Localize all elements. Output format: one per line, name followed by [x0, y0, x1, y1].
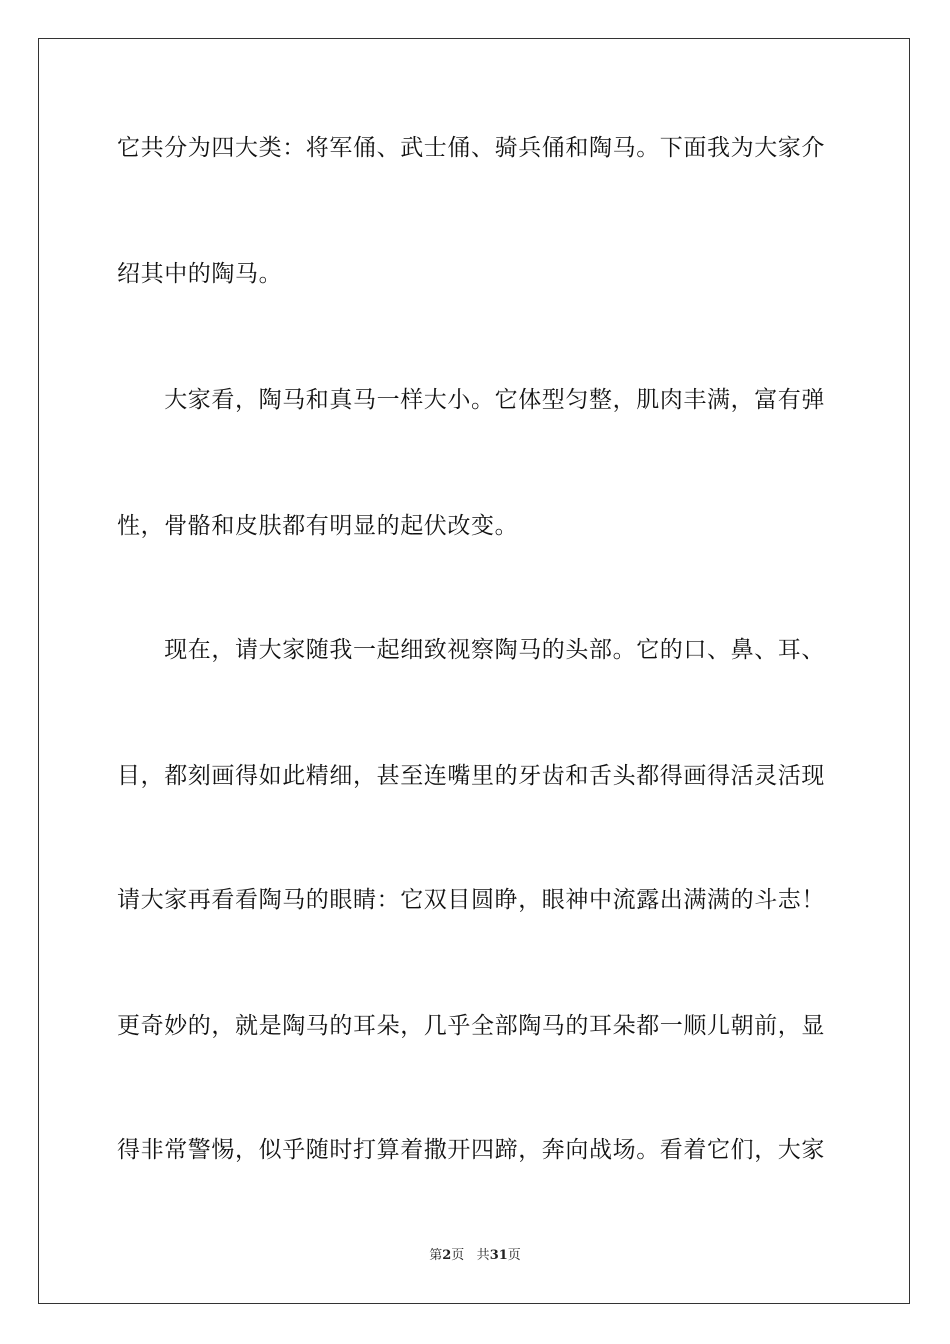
page-prefix: 第 [429, 1248, 443, 1263]
text-line-9: 得非常警惕，似乎随时打算着撒开四蹄，奔向战场。看着它们，大家 [117, 1137, 825, 1163]
page-suffix: 页 [451, 1248, 465, 1263]
total-pages: 31 [489, 1248, 508, 1263]
page-footer [0, 1247, 950, 1265]
text-line-6: 目，都刻画得如此精细，甚至连嘴里的牙齿和舌头都得画得活灵活现 [117, 763, 825, 789]
page-border [38, 38, 910, 1304]
text-line-4: 性，骨骼和皮肤都有明显的起伏改变。 [117, 513, 519, 539]
text-line-3: 大家看，陶马和真马一样大小。它体型匀整，肌肉丰满，富有弹 [117, 387, 825, 413]
text-line-7: 请大家再看看陶马的眼睛：它双目圆睁，眼神中流露出满满的斗志！ [117, 887, 825, 913]
page-number: 2 [442, 1248, 452, 1263]
text-line-2: 绍其中的陶马。 [117, 261, 283, 287]
total-suffix: 页 [507, 1248, 521, 1263]
text-line-1: 它共分为四大类：将军俑、武士俑、骑兵俑和陶马。下面我为大家介 [117, 135, 825, 161]
total-prefix: 共 [476, 1248, 490, 1263]
text-line-8: 更奇妙的，就是陶马的耳朵，几乎全部陶马的耳朵都一顺儿朝前，显 [117, 1013, 825, 1039]
text-line-5: 现在，请大家随我一起细致视察陶马的头部。它的口、鼻、耳、 [117, 637, 825, 663]
